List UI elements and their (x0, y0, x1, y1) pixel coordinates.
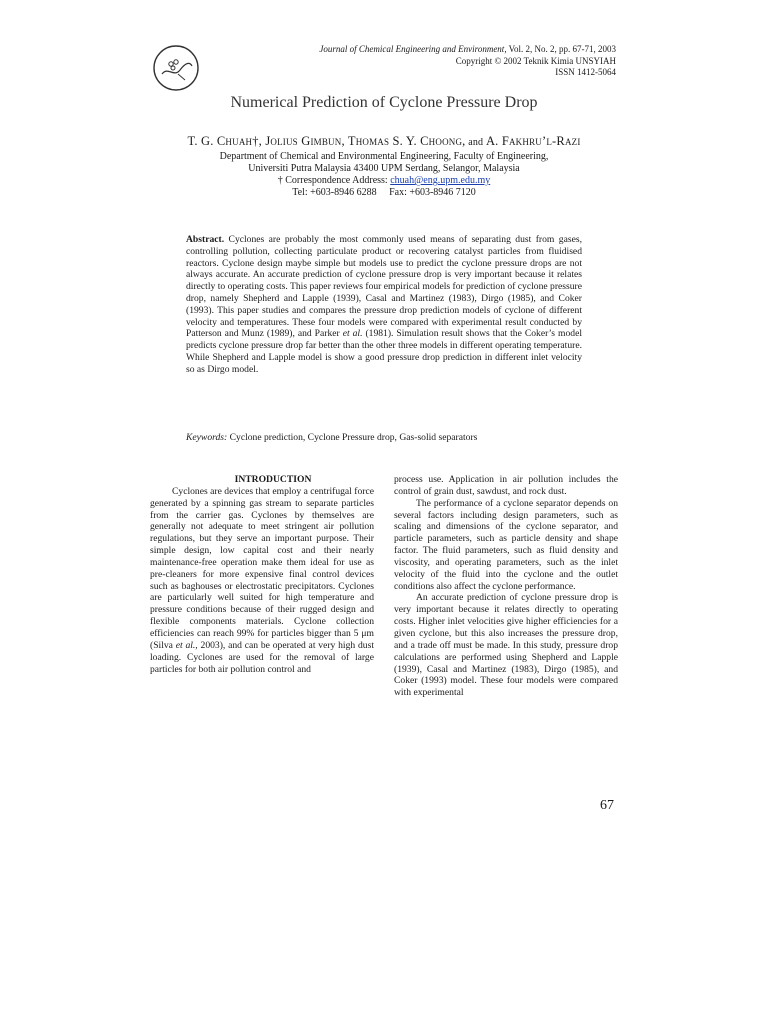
email-link[interactable]: chuah@eng.upm.edu.my (390, 175, 491, 186)
intro-p1-etal: et al., (175, 639, 198, 651)
abstract (186, 234, 582, 376)
right-column (394, 474, 618, 699)
issn-line: ISSN 1412-5064 (555, 67, 616, 77)
keywords (186, 432, 582, 443)
correspondence-line (0, 175, 768, 187)
keywords-text: Cyclone prediction, Cyclone Pressure drop, Gas-solid separators (227, 432, 478, 443)
correspondence-label: † Correspondence Address: (277, 175, 391, 186)
page-number: 67 (600, 798, 614, 813)
author-and: and (465, 137, 486, 148)
author-last: A. Fakhru’l-Razi (485, 134, 581, 148)
intro-continuation: process use. Application in air pollution includes the control of grain dust, sawdust, and rock dust. (394, 474, 618, 497)
affiliation-line-1: Department of Chemical and Environmental Engineering, Faculty of Engineering, (219, 151, 549, 162)
intro-p1-text-a: Cyclones are devices that employ a centrifugal force generated by a spinning gas stream to separate particles from the carrier gas. Cyclones by themselves are generally not adequate to meet stringent air pollution regulations, but they serve an important purpose. Their simple design, low capital cost and their nearly maintenance-free operation make them ideal for use as pre-cleaners for more expensive final control devices such as baghouses or electrostatic precipitators. Cyclones are particularly well suited for high temperature and pressure conditions because of their rugged design and flexible components materials. Cyclone collection efficiencies can reach 99% for particles bigger than 5 μm (Silva (150, 485, 374, 651)
section-heading-introduction: INTRODUCTION (234, 474, 312, 485)
paper-title: Numerical Prediction of Cyclone Pressure Drop (230, 94, 538, 111)
journal-volume: , Vol. 2, No. 2, pp. 67-71, 2003 (504, 44, 616, 54)
intro-p1-text-b: 2003), and can be operated at very high dust loading. Cyclones are used for the removal of large particles for both air pollution control and (150, 639, 374, 675)
affiliation-line-2: Universiti Putra Malaysia 43400 UPM Serdang, Selangor, Malaysia (248, 163, 520, 174)
author-names: T. G. Chuah†, Jolius Gimbun, Thomas S. Y. Choong, (187, 134, 466, 148)
phone-fax-line: Tel: +603-8946 6288 Fax: +603-8946 7120 (292, 187, 476, 198)
keywords-label: Keywords: (186, 432, 228, 443)
journal-citation (319, 44, 616, 56)
journal-name: Journal of Chemical Engineering and Environment (319, 44, 505, 54)
abstract-etal: et al. (342, 328, 363, 340)
affiliation (0, 151, 768, 199)
author-list (0, 134, 768, 149)
journal-logo-icon (152, 44, 200, 92)
left-column (150, 474, 374, 675)
copyright-line: Copyright © 2002 Teknik Kimia UNSYIAH (455, 55, 616, 66)
journal-header (319, 44, 616, 79)
intro-paragraph-3: An accurate prediction of cyclone pressure drop is very important because it relates directly to operating costs. Higher inlet velocities give higher efficiencies for a given cyclone, but this also increases the pressure drop, and a trade off must be made. In this study, pressure drop calculations are performed using Shepherd and Lapple (1939), Casal and Martinez (1983), Dirgo (1985), and Coker (1993) model. These four models were compared with experimental (394, 592, 618, 699)
abstract-text-2: (1981). Simulation result shows that the Coker’s model predicts cyclone pressure drop far better than the other three models in different operating temperature. While Shepherd and Lapple model is show a good pressure drop prediction in different inlet velocity so as Dirgo model. (186, 328, 582, 375)
abstract-label: Abstract. (186, 234, 225, 245)
abstract-text-1: Cyclones are probably the most commonly used means of separating dust from gases, controlling pollution, collecting particulate product or recovering catalyst particles from fluidised reactors. Cyclone design maybe simple but models use to predict the cyclone pressure drops are not always accurate. An accurate prediction of cyclone pressure drop is very important because it relates directly to operating costs. This paper reviews four empirical models for prediction of cyclone pressure drop, namely Shepherd and Lapple (1939), Casal and Martinez (1983), Dirgo (1985), and Coker (1993). This paper studies and compares the pressure drop prediction models of cyclone of different velocity and temperatures. These four models were compared with experimental result conducted by Patterson and Munz (1989), and Parker (186, 234, 582, 340)
intro-paragraph-1 (150, 486, 374, 676)
intro-paragraph-2: The performance of a cyclone separator depends on several factors including design parameters, such as scaling and dimensions of the cyclone separator, and particle parameters, such as particle density and shape factor. The fluid parameters, such as fluid density and viscosity, and operating parameters, such as the inlet velocity of the fluid into the cyclone and the outlet conditions also affect the cyclone performance. (394, 497, 618, 592)
